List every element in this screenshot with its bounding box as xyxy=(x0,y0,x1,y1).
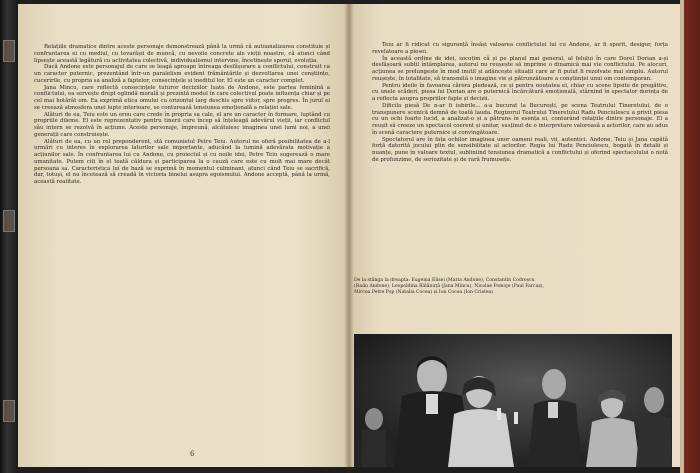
binder-edge xyxy=(0,0,18,473)
page-edge-strip xyxy=(680,0,684,473)
stage-photo-illustration xyxy=(354,334,672,467)
left-page-text xyxy=(34,44,330,186)
right-paragraph: Dificila piesă De n-ar fi iubirile... a-a bucurat la București, pe scena Teatrului Tineretului, de o transpunere scenică demnă de toată lauda. Regizorul Teatrului Tineretului Radu Penciulescu a privit piesa cu un ochi foarte lucid, a analizat-o și a pătruns în esența ei, conturând relațiile dintre personaje. El a reușit să creeze un spectacol coerent și unitar, susținut de o interpretare valoroasă a actorilor, care au adus în scenă caractere puternice și convingătoare. xyxy=(372,102,668,136)
binder-tab xyxy=(3,40,15,62)
book-spine-shadow xyxy=(344,0,354,473)
right-paragraph: Spectatorul are în fața ochilor imaginea unor oameni reali, vii, autentici. Andone, Teiu și Jana capătă forță datorită jocului plin de sensibilitate al actorilor. Regia lui Radu Penciulescu, bogată în detalii și nuanțe, pune în valoare textul, subliniind tensiunea dramatică a conflictului și oferind spectacolului o notă de profunzime, de seriozitate și de rară frumusețe. xyxy=(372,136,668,163)
right-paragraph: Pentru ideile în favoarea cărora pledează, ce și pentru noutatea ei, chiar cu scene lipsite de pregătire, cu unele scăderi, piesa lui Dorian are o puternică încărcătură emoțională, stârnind în spectator dorința de a reflecta asupra propriilor fapte și decizii. xyxy=(372,82,668,102)
left-paragraph: Alături de ea, cu un rol preponderent, stă comunistul Petre Teiu. Autorul ne oferă posibilitatea de a-l urmări cu interes în explorarea laturilor sale importante, aducând la lumină adevărata motivație a acțiunilor sale. În confruntarea lui cu Andone, cu proiectul și cu noile idei, Petre Teiu sugerează o mare umanitate. Putem citi în el toată căldura și participarea la o cauză care este cu mult mai mare decât persoana sa. Caracteristica lui de bază se exprimă în momentul culminant, atunci când Teiu se sacrifică, dar, totuși, el nu încetează să creadă în victoria binelui asupra egoismului. Andone acceptă, până la urmă, această realitate. xyxy=(34,138,330,185)
photo-caption: De la stânga la dreapta: Eugenia Elisei (Maria Andone), Constantin Codrescu (Radu Andone), Leopoldina Bălănuță (Jana Mincu), Nicolae Pomoje (Paul Farcaș), Mircea Petre Pop (Natalia Cocea) și Ion Cocea (Ion Cristea) xyxy=(354,278,544,295)
left-page xyxy=(18,4,348,467)
binder-tab xyxy=(3,400,15,422)
production-photo xyxy=(354,334,672,467)
right-page-text xyxy=(372,42,668,164)
right-paragraph: Teiu ar fi ridicat cu siguranță însăși valoarea conflictului lui cu Andone, ar fi sporit, desigur, forța revelatoare a piesei. xyxy=(372,42,668,55)
binder-tab xyxy=(3,210,15,232)
left-paragraph: Jana Mincu, care reflectă consecințele tuturor deciziilor luate de Andone, este partea feminină a conflictului, ea servește drept oglindă morală și prezintă modul în care colectivul poate influența chiar și pe cel mai hotărât om. Ea exprimă etica omului cu orizontul larg deschis spre viitor, spre progres. În jurul ei se creează atmosfera unei lupte interioare, se conturează tensiunea emoțională a relației sale. xyxy=(34,84,330,111)
right-page xyxy=(348,4,680,467)
right-paragraph: În această ordine de idei, socotim că și pe planul mai general, al felului în care Dorel Dorian a-și desfășoară subtil întâmplarea, autorul nu reușește să imprime o dinamică mai vie conflictului. Pe alocuri, acțiunea se prelungește în mod inutil și adâncește situații care ar fi putut fi rezolvate mai simplu. Autorul reușește, în totalitate, să transmită o imagine vie și pătrunzătoare a conștiinței unui om contemporan. xyxy=(372,55,668,82)
page-number: 6 xyxy=(190,450,195,458)
left-paragraph: Dacă Andone este personajul de care se leagă aproape întreaga desfășurare a conflictului, construit ca un caracter puternic, prezentând într-un paralelism evident frământările și dezvoltarea unei conștiințe, cuceririle, cu propria sa analiză a faptelor, consecințele și ineditul lor. El este un caracter complet. xyxy=(34,64,330,84)
cover-edge xyxy=(680,0,700,473)
left-paragraph: Relațiile dramatice dintre aceste personaje demonstrează până la urmă că autoanalizarea constituie și confruntarea ei cu mediul, cu tovarășii de muncă, cu nevoile concrete ale vieții noastre, că atunci când lipsește această legătură cu activitatea colectivă, individualismul intervine, încetinește sporul, evoluția. xyxy=(34,44,330,64)
left-paragraph: Alături de ea, Teiu este un erou care crede în propria sa cale, el are un caracter în formare, luptând cu propriile dileme. El este reprezentativ pentru tinerii care încep să înțeleagă adevărul vieții, iar conflictul său intern se rezolvă în acțiune. Aceste personaje, împreună, alcătuiesc imaginea unei lumi noi, a unei generații care construiește. xyxy=(34,111,330,138)
